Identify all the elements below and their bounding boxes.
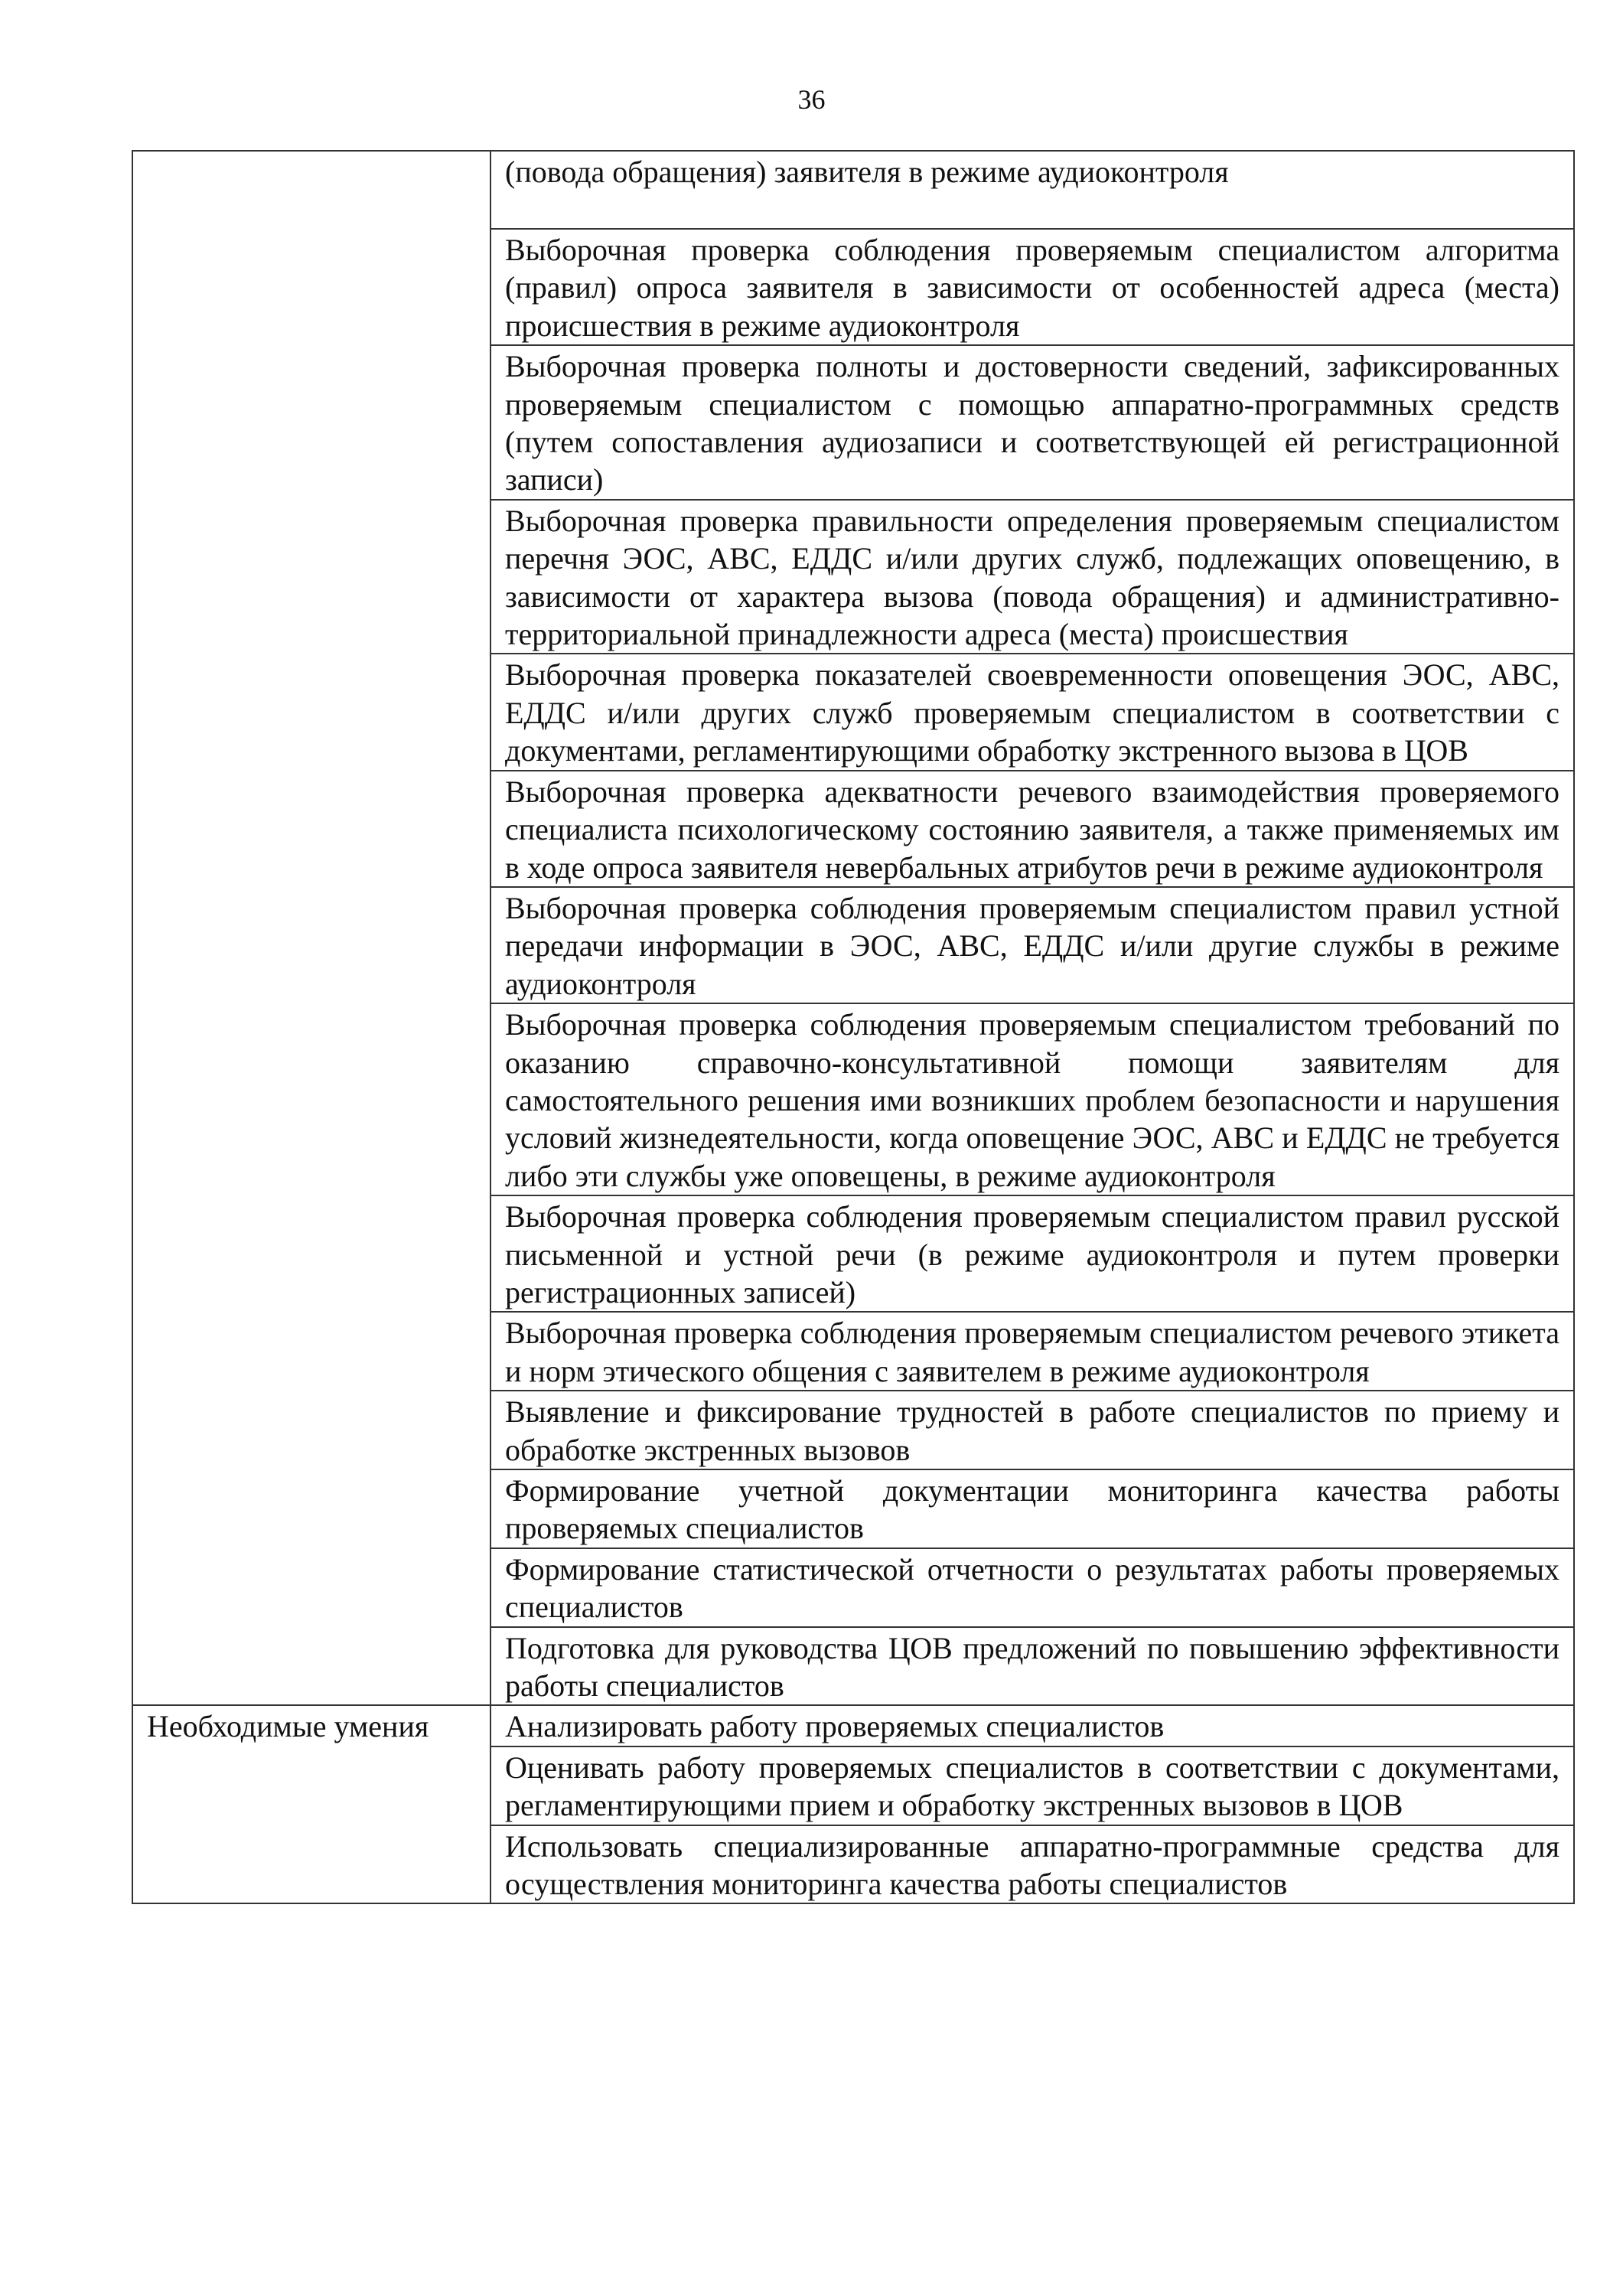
table-cell: Анализировать работу проверяемых специалистов <box>490 1705 1574 1746</box>
table-row <box>132 151 1574 229</box>
table-cell: Выборочная проверка соблюдения проверяемым специалистом речевого этикета и норм этического общения с заявителем в режиме аудиоконтроля <box>490 1312 1574 1391</box>
section1-label-cell <box>132 151 490 1705</box>
competency-table <box>132 150 1575 1904</box>
table-cell: Выборочная проверка правильности определения проверяемым специалистом перечня ЭОС, АВС, ЕДДС и/или других служб, подлежащих оповещению, в зависимости от характера вызова (повода обращения) и административно-территориальной принадлежности адреса (места) происшествия <box>490 500 1574 654</box>
page-number: 36 <box>797 84 826 115</box>
table-cell: Выборочная проверка адекватности речевого взаимодействия проверяемого специалиста психологическому состоянию заявителя, а также применяемых им в ходе опроса заявителя невербальных атрибутов речи в режиме аудиоконтроля <box>490 771 1574 887</box>
table-cell: Выявление и фиксирование трудностей в работе специалистов по приему и обработке экстренных вызовов <box>490 1391 1574 1469</box>
table-cell: Выборочная проверка соблюдения проверяемым специалистом алгоритма (правил) опроса заявителя в зависимости от особенностей адреса (места) происшествия в режиме аудиоконтроля <box>490 229 1574 345</box>
section2-label-cell: Необходимые умения <box>132 1705 490 1903</box>
table-cell: Использовать специализированные аппаратно-программные средства для осуществления мониторинга качества работы специалистов <box>490 1825 1574 1904</box>
table-cell: Выборочная проверка соблюдения проверяемым специалистом правил устной передачи информации в ЭОС, АВС, ЕДДС и/или другие службы в режиме аудиоконтроля <box>490 887 1574 1003</box>
table-cell: Подготовка для руководства ЦОВ предложений по повышению эффективности работы специалистов <box>490 1627 1574 1706</box>
table-cell: Оценивать работу проверяемых специалистов в соответствии с документами, регламентирующими прием и обработку экстренных вызовов в ЦОВ <box>490 1746 1574 1825</box>
table-cell: Формирование статистической отчетности о результатах работы проверяемых специалистов <box>490 1548 1574 1627</box>
table-cell: Выборочная проверка показателей своевременности оповещения ЭОС, АВС, ЕДДС и/или других служб проверяемым специалистом в соответствии с документами, регламентирующими обработку экстренного вызова в ЦОВ <box>490 654 1574 770</box>
table-row <box>132 1705 1574 1746</box>
table-cell: (повода обращения) заявителя в режиме аудиоконтроля <box>490 151 1574 229</box>
table-cell: Выборочная проверка полноты и достоверности сведений, зафиксированных проверяемым специалистом с помощью аппаратно-программных средств (путем сопоставления аудиозаписи и соответствующей ей регистрационной записи) <box>490 345 1574 500</box>
table-cell: Выборочная проверка соблюдения проверяемым специалистом правил русской письменной и устной речи (в режиме аудиоконтроля и путем проверки регистрационных записей) <box>490 1195 1574 1312</box>
table-cell: Формирование учетной документации мониторинга качества работы проверяемых специалистов <box>490 1469 1574 1548</box>
table-cell: Выборочная проверка соблюдения проверяемым специалистом требований по оказанию справочно-консультативной помощи заявителям для самостоятельного решения ими возникших проблем безопасности и нарушения условий жизнедеятельности, когда оповещение ЭОС, АВС и ЕДДС не требуется либо эти службы уже оповещены, в режиме аудиоконтроля <box>490 1003 1574 1195</box>
